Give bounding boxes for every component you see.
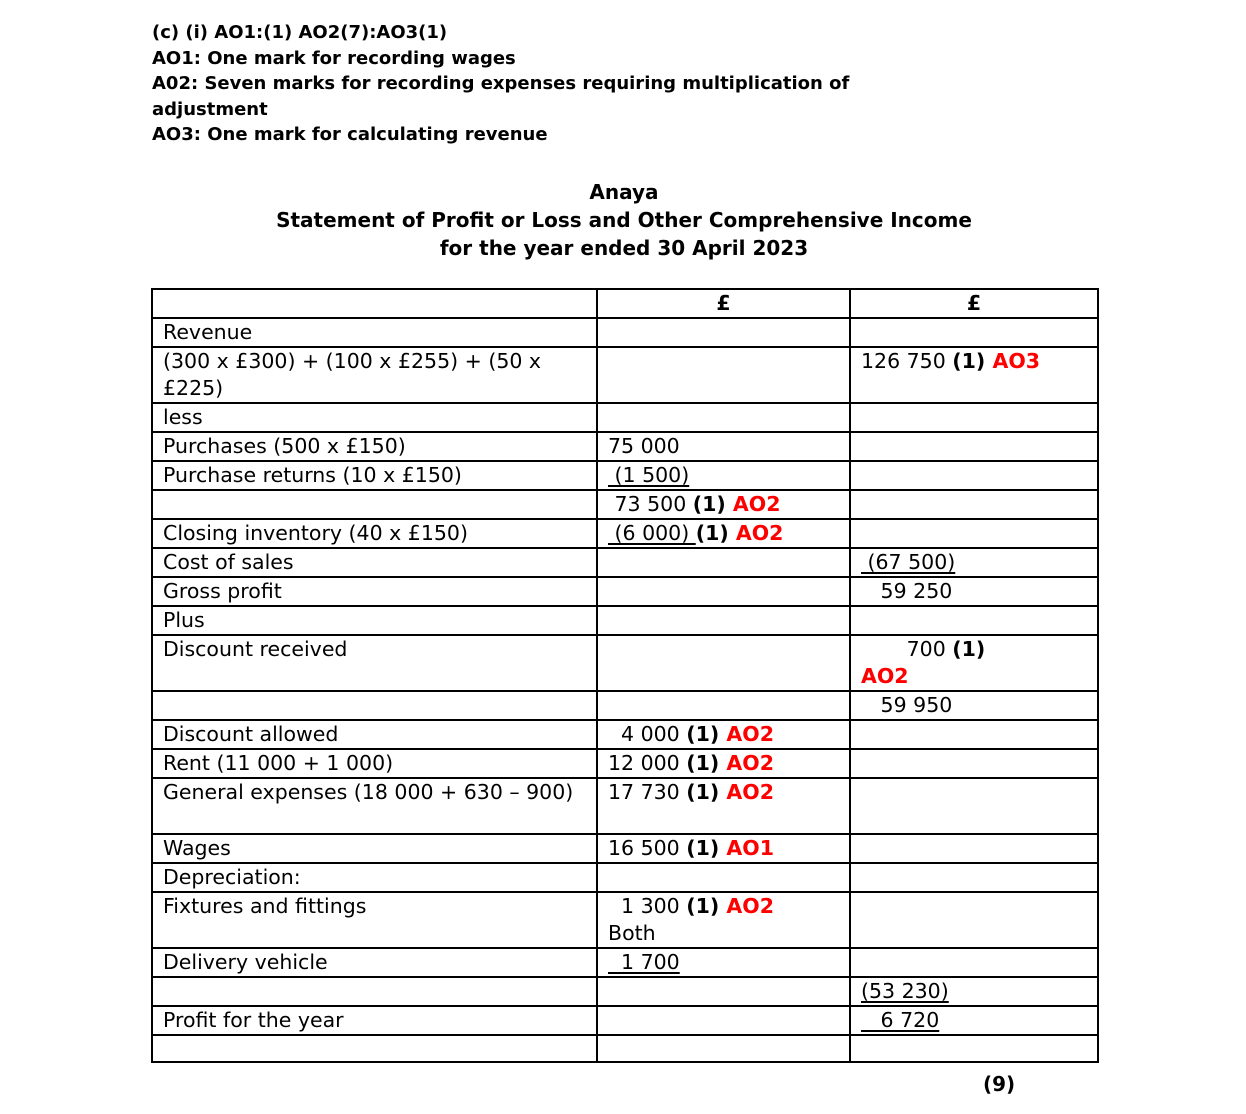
- marking-guidance: [152, 20, 849, 148]
- line-item-label: Closing inventory (40 x £150): [152, 519, 597, 548]
- total-cell: [850, 1035, 1098, 1062]
- table-row: [152, 519, 1098, 548]
- line-item-label: Cost of sales: [152, 548, 597, 577]
- assessment-objective: AO2: [725, 492, 781, 516]
- table-row: [152, 778, 1098, 834]
- guidance-line: adjustment: [152, 98, 268, 120]
- line-item-label: Delivery vehicle: [152, 948, 597, 977]
- amount: 1 700: [608, 950, 680, 974]
- subtotal-cell: [597, 749, 850, 778]
- amount: 1 300: [608, 894, 687, 918]
- total-cell: [850, 490, 1098, 519]
- total-cell: [850, 948, 1098, 977]
- guidance-line: (c) (i) AO1:(1) AO2(7):AO3(1): [152, 22, 448, 43]
- amount: 12 000: [608, 751, 687, 775]
- line-item-label: [152, 1035, 597, 1062]
- total-cell: [850, 432, 1098, 461]
- subtotal-cell: [597, 863, 850, 892]
- assessment-objective: AO2: [719, 751, 774, 775]
- line-item-label: (300 x £300) + (100 x £255) + (50 x £225): [152, 347, 597, 403]
- total-cell: [850, 548, 1098, 577]
- table-row: [152, 318, 1098, 347]
- header-blank: [152, 289, 597, 318]
- total-cell: [850, 635, 1098, 691]
- subtotal-cell: [597, 318, 850, 347]
- mark-count: (1): [686, 722, 720, 746]
- subtotal-cell: [597, 461, 850, 490]
- income-statement-table: [151, 288, 1099, 1063]
- table-row: [152, 606, 1098, 635]
- table-row: [152, 948, 1098, 977]
- amount: (67 500): [861, 550, 956, 574]
- table-row: [152, 834, 1098, 863]
- subtotal-cell: [597, 977, 850, 1006]
- line-item-label: [152, 691, 597, 720]
- header-row: [152, 289, 1098, 318]
- amount: 6 720: [861, 1008, 940, 1032]
- subtotal-cell: [597, 1035, 850, 1062]
- line-item-label: [152, 490, 597, 519]
- table-row: [152, 347, 1098, 403]
- subtotal-cell: [597, 577, 850, 606]
- amount: 73 500: [608, 492, 693, 516]
- table-row: [152, 977, 1098, 1006]
- table-row: [152, 863, 1098, 892]
- amount: 17 730: [608, 780, 687, 804]
- total-marks: (9): [983, 1072, 1016, 1096]
- mark-count: (1): [686, 836, 720, 860]
- amount: (1 500): [608, 463, 690, 487]
- line-item-label: Fixtures and fittings: [152, 892, 597, 948]
- currency-header: £: [850, 289, 1098, 318]
- amount: 4 000: [608, 722, 687, 746]
- mark-count: (1): [686, 780, 720, 804]
- mark-count: (1): [952, 349, 986, 373]
- statement-period: for the year ended 30 April 2023: [439, 236, 809, 260]
- subtotal-cell: [597, 720, 850, 749]
- mark-count: (1): [692, 492, 726, 516]
- total-cell: [850, 749, 1098, 778]
- table-row: [152, 461, 1098, 490]
- subtotal-cell: [597, 347, 850, 403]
- mark-count: (1): [952, 637, 986, 661]
- line-item-label: General expenses (18 000 + 630 – 900): [152, 778, 597, 834]
- table-row: [152, 432, 1098, 461]
- line-item-label: Gross profit: [152, 577, 597, 606]
- total-cell: [850, 606, 1098, 635]
- subtotal-cell: [597, 892, 850, 948]
- total-cell: [850, 834, 1098, 863]
- total-cell: [850, 318, 1098, 347]
- total-cell: [850, 691, 1098, 720]
- amount: 59 950: [861, 693, 953, 717]
- amount: 59 250: [861, 579, 953, 603]
- line-item-label: Depreciation:: [152, 863, 597, 892]
- assessment-objective: AO2: [719, 780, 774, 804]
- table-row: [152, 635, 1098, 691]
- amount: (53 230): [861, 979, 949, 1003]
- subtotal-cell: [597, 948, 850, 977]
- table-row: [152, 403, 1098, 432]
- table-row: [152, 577, 1098, 606]
- total-cell: [850, 720, 1098, 749]
- table-row: [152, 691, 1098, 720]
- line-item-label: Revenue: [152, 318, 597, 347]
- assessment-objective: AO2: [861, 664, 909, 688]
- assessment-objective: AO2: [719, 722, 774, 746]
- total-cell: [850, 778, 1098, 834]
- line-item-label: less: [152, 403, 597, 432]
- line-item-label: Discount received: [152, 635, 597, 691]
- assessment-objective: AO2: [719, 894, 774, 918]
- table-row: [152, 749, 1098, 778]
- subtotal-cell: [597, 1006, 850, 1035]
- assessment-objective: AO3: [985, 349, 1041, 373]
- guidance-line: AO1: One mark for recording wages: [152, 47, 516, 69]
- subtotal-cell: [597, 691, 850, 720]
- subtotal-cell: [597, 548, 850, 577]
- total-cell: [850, 347, 1098, 403]
- line-item-label: Wages: [152, 834, 597, 863]
- amount: 126 750: [861, 349, 953, 373]
- subtotal-cell: [597, 606, 850, 635]
- table-row: [152, 1035, 1098, 1062]
- currency-header: £: [597, 289, 850, 318]
- note: Both: [608, 921, 656, 945]
- subtotal-cell: [597, 834, 850, 863]
- line-item-label: Purchases (500 x £150): [152, 432, 597, 461]
- total-cell: [850, 461, 1098, 490]
- amount: (6 000): [608, 521, 696, 545]
- guidance-line: AO3: One mark for calculating revenue: [152, 124, 548, 145]
- total-cell: [850, 1006, 1098, 1035]
- mark-count: (1): [695, 521, 729, 545]
- mark-count: (1): [686, 894, 720, 918]
- subtotal-cell: [597, 519, 850, 548]
- amount: 16 500: [608, 836, 687, 860]
- line-item-label: Purchase returns (10 x £150): [152, 461, 597, 490]
- assessment-objective: AO2: [728, 521, 784, 545]
- total-cell: [850, 519, 1098, 548]
- table-row: [152, 490, 1098, 519]
- subtotal-cell: [597, 490, 850, 519]
- line-item-label: Plus: [152, 606, 597, 635]
- line-item-label: Discount allowed: [152, 720, 597, 749]
- assessment-objective: AO1: [719, 836, 774, 860]
- statement-title: [0, 178, 1246, 262]
- total-cell: [850, 863, 1098, 892]
- mark-count: (1): [686, 751, 720, 775]
- subtotal-cell: [597, 403, 850, 432]
- amount: 700: [861, 637, 953, 661]
- amount: 75 000: [608, 434, 680, 458]
- entity-name: Anaya: [589, 180, 659, 204]
- statement-name: Statement of Profit or Loss and Other Comprehensive Income: [276, 208, 972, 232]
- line-item-label: Profit for the year: [152, 1006, 597, 1035]
- subtotal-cell: [597, 635, 850, 691]
- total-cell: [850, 577, 1098, 606]
- total-cell: [850, 892, 1098, 948]
- table-row: [152, 548, 1098, 577]
- subtotal-cell: [597, 432, 850, 461]
- total-cell: [850, 977, 1098, 1006]
- subtotal-cell: [597, 778, 850, 834]
- table-row: [152, 1006, 1098, 1035]
- line-item-label: [152, 977, 597, 1006]
- line-item-label: Rent (11 000 + 1 000): [152, 749, 597, 778]
- table-row: [152, 720, 1098, 749]
- guidance-line: A02: Seven marks for recording expenses requiring multiplication of: [152, 73, 850, 94]
- total-cell: [850, 403, 1098, 432]
- table-row: [152, 892, 1098, 948]
